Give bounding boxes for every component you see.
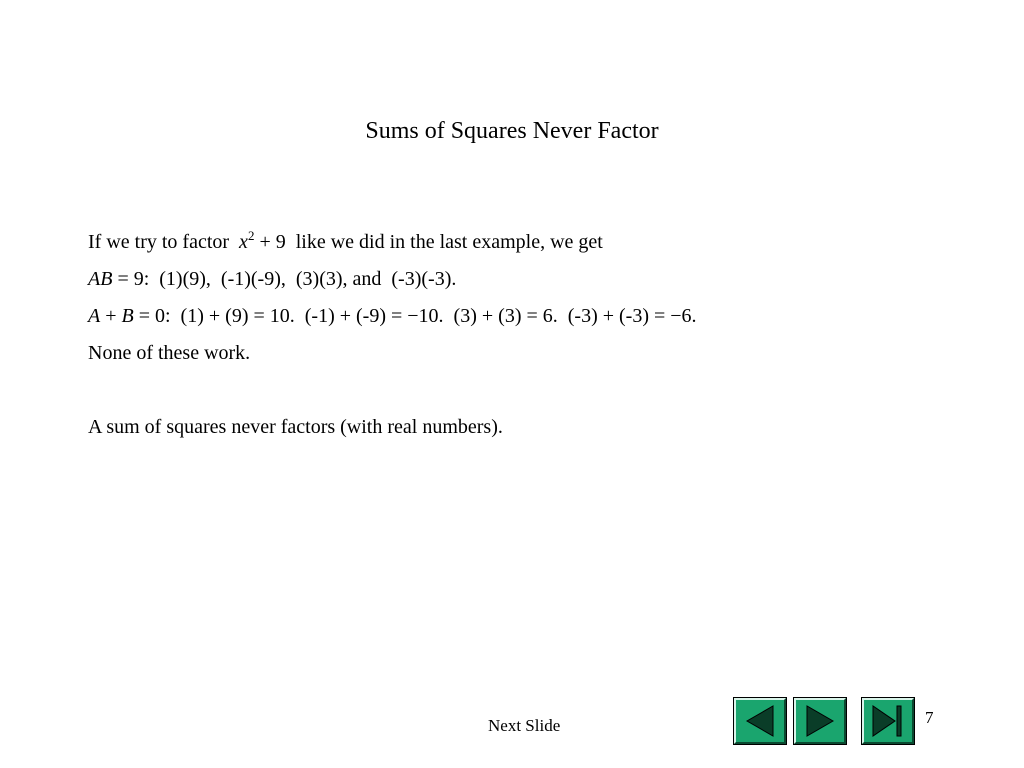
next-slide-button[interactable] [794,698,846,744]
body-line-none-work: None of these work. [88,342,251,364]
body-line-conclusion: A sum of squares never factors (with real numbers). [88,416,503,438]
next-slide-link[interactable]: Next Slide [488,716,561,735]
line2-rest: = 9: (1)(9), (-1)(-9), (3)(3), and (-3)(-3). [112,268,457,290]
body-line-factor-attempt [88,228,603,254]
triangle-right-icon [796,700,844,742]
line3-plus: + [100,305,122,327]
line1-after: + 9 like we did in the last example, we get [254,231,603,253]
line1-variable: x [239,231,248,253]
page-number: 7 [925,708,934,727]
triangle-left-icon [736,700,784,742]
previous-slide-button[interactable] [734,698,786,744]
body-line-sum [88,305,697,328]
line3-variable-a: A [88,305,101,327]
line1-exponent: 2 [247,228,255,243]
last-slide-button[interactable] [862,698,914,744]
line2-variables: AB [88,268,113,290]
body-line-product [88,268,456,291]
line1-before: If we try to factor [88,231,240,253]
line3-rest: = 0: (1) + (9) = 10. (-1) + (-9) = −10. (3) + (3) = 6. (-3) + (-3) = −6. [133,305,697,327]
slide-title: Sums of Squares Never Factor [365,118,659,144]
skip-to-end-icon [864,700,912,742]
line3-variable-b: B [121,305,134,327]
